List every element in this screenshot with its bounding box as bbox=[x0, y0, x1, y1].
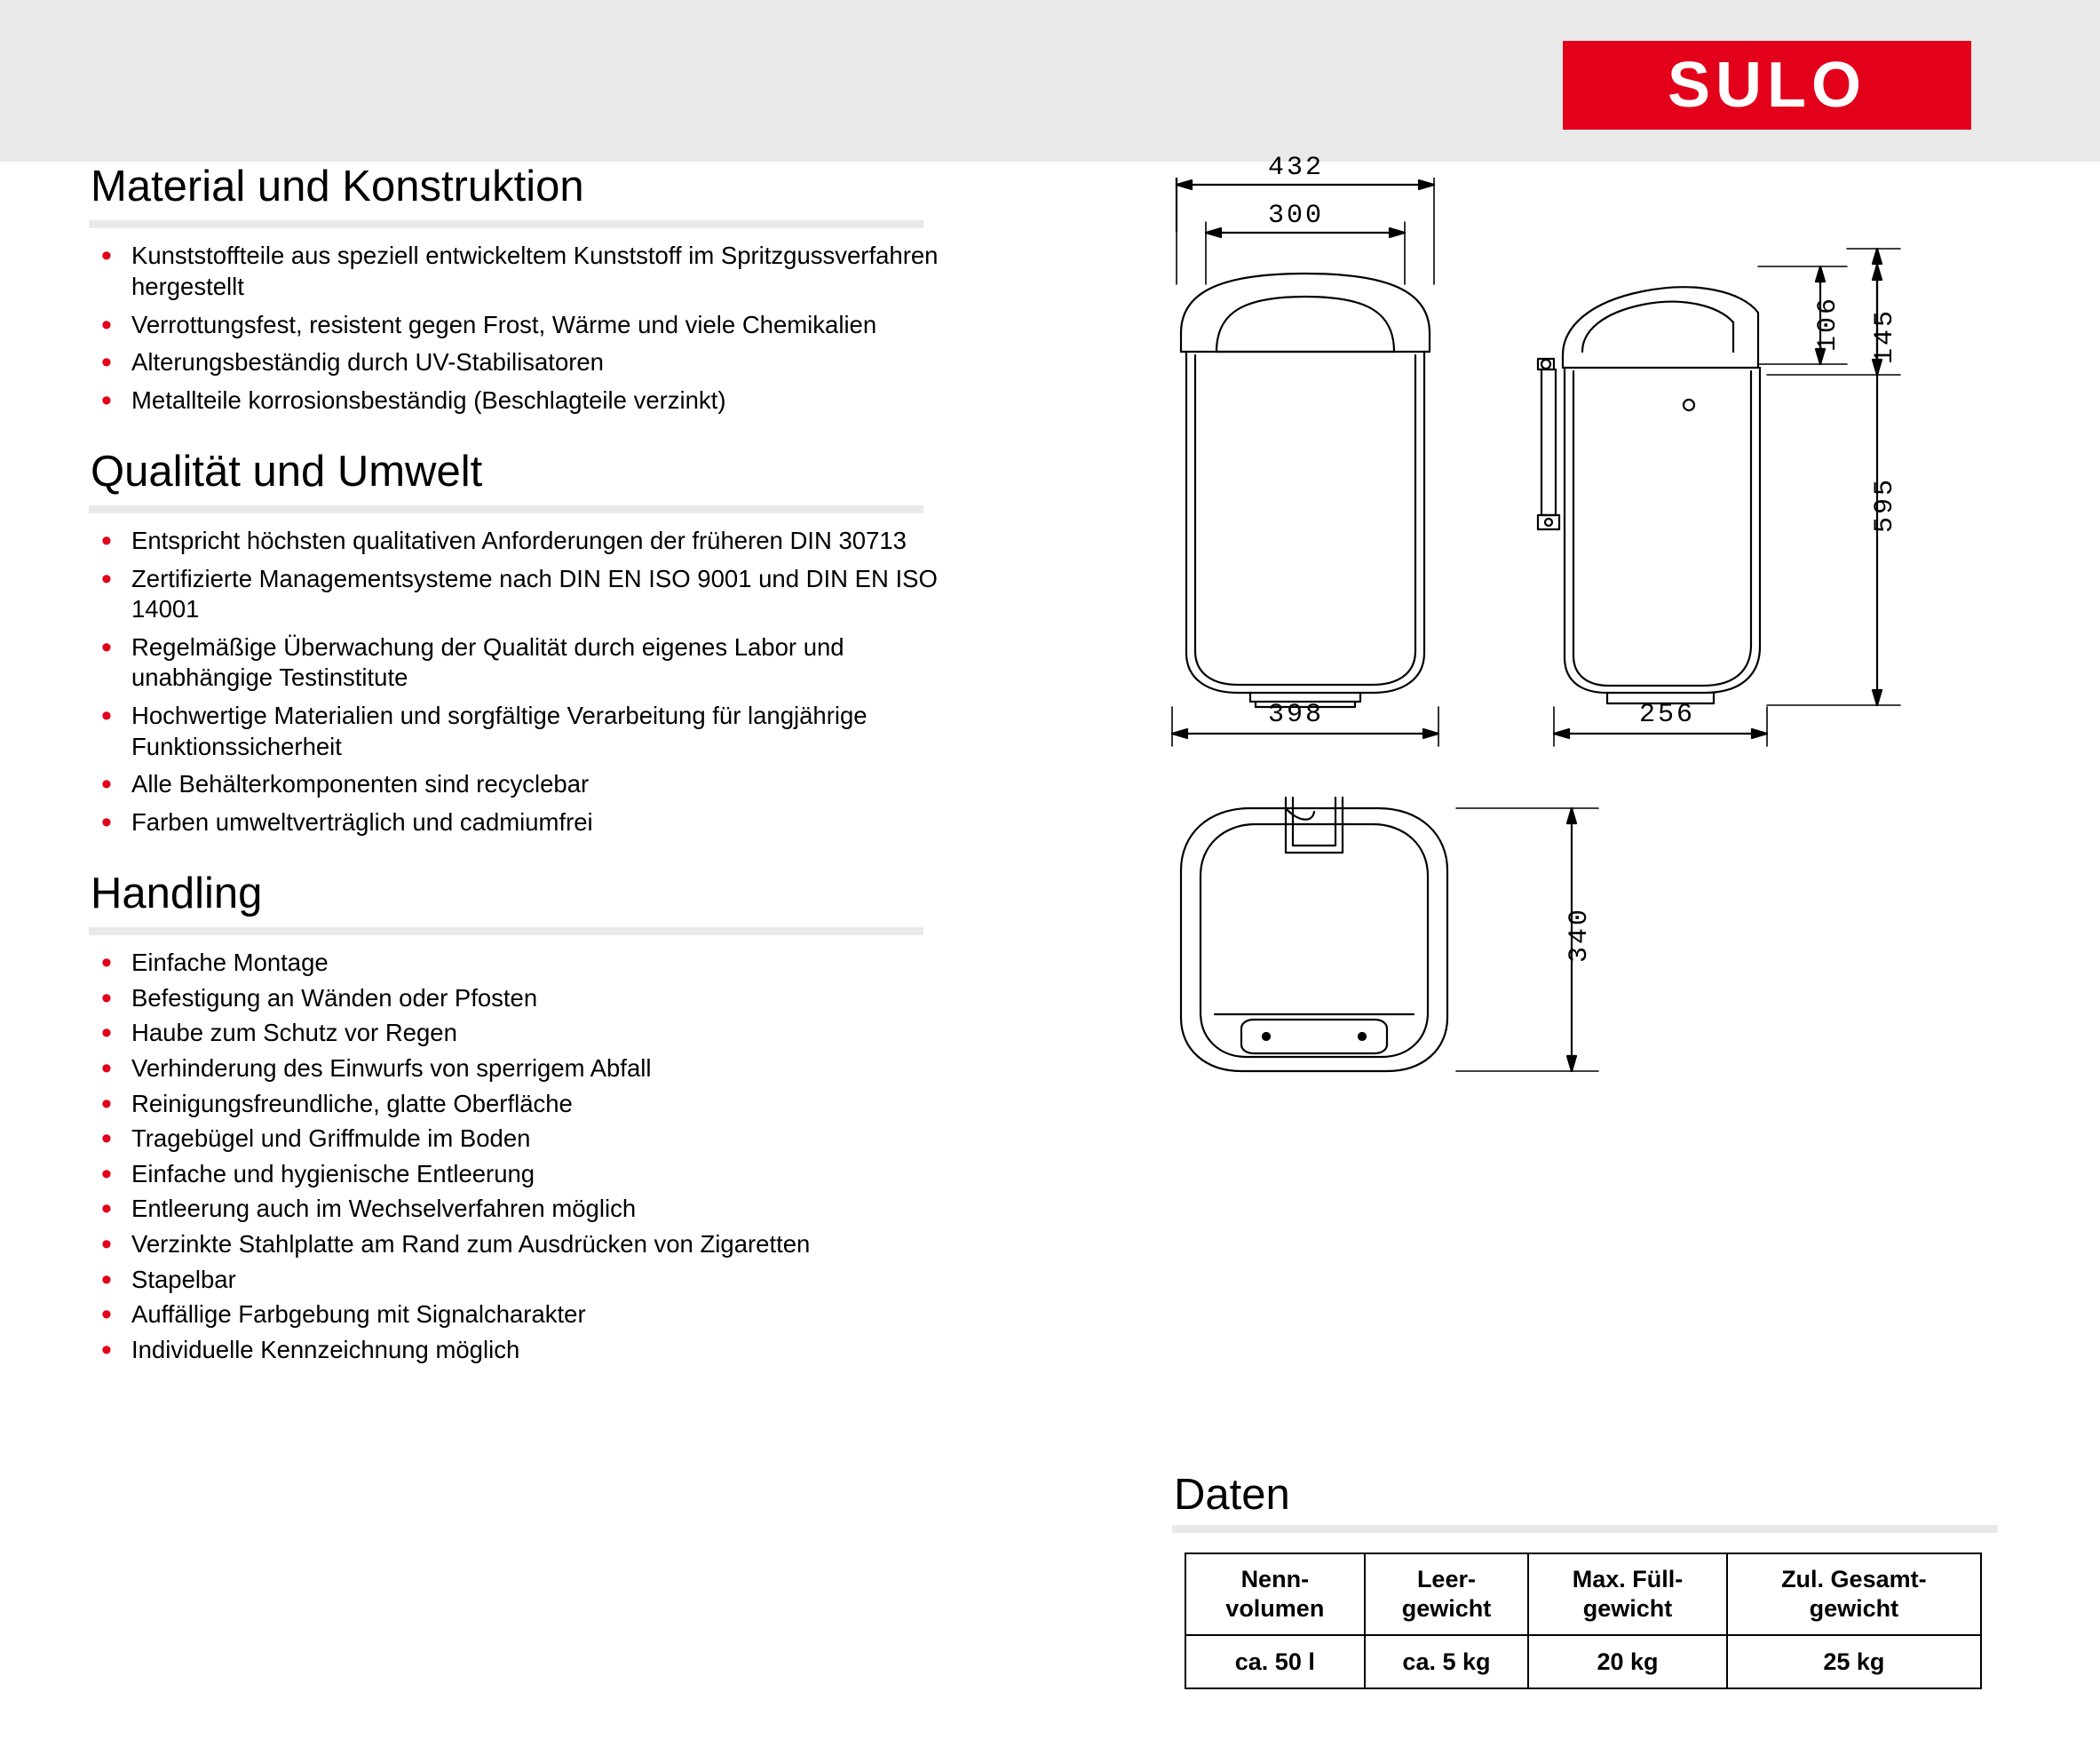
list-item: • Verrottungsfest, resistent gegen Frost, Wärme und viele Chemikalien bbox=[89, 310, 941, 341]
list-item: • Haube zum Schutz vor Regen bbox=[89, 1018, 941, 1049]
dim-side-depth: 256 bbox=[1639, 700, 1696, 730]
header-line-2: volumen bbox=[1225, 1595, 1325, 1622]
list-item: • Alterungsbeständig durch UV-Stabilisatoren bbox=[89, 347, 941, 378]
daten-section bbox=[1172, 1470, 1998, 1689]
dim-front-outer-width: 432 bbox=[1268, 153, 1325, 183]
dim-side-lid-outer-height: 145 bbox=[1870, 307, 1900, 364]
list-item: • Reinigungsfreundliche, glatte Oberfläche bbox=[89, 1089, 941, 1120]
table-cell-nennvolumen: ca. 50 l bbox=[1185, 1635, 1365, 1688]
section-divider bbox=[1172, 1525, 1998, 1533]
section-divider bbox=[89, 220, 923, 228]
section-divider bbox=[89, 927, 923, 935]
header-line-2: gewicht bbox=[1401, 1595, 1492, 1622]
logo-text: SULO bbox=[1667, 50, 1866, 121]
list-item: • Hochwertige Materialien und sorgfältige Verarbeitung für langjährige Funktionssicherheit bbox=[89, 701, 941, 762]
header-line-2: gewicht bbox=[1582, 1595, 1673, 1622]
table-row bbox=[1185, 1635, 1981, 1688]
left-content-column bbox=[89, 160, 941, 1396]
bullet-list-qualitaet bbox=[89, 526, 941, 838]
section-material bbox=[89, 162, 941, 417]
daten-table bbox=[1185, 1552, 1982, 1689]
list-item: • Tragebügel und Griffmulde im Boden bbox=[89, 1124, 941, 1155]
table-header-cell bbox=[1185, 1553, 1365, 1635]
table-cell-max-fuellgewicht: 20 kg bbox=[1528, 1635, 1726, 1688]
list-item: • Entleerung auch im Wechselverfahren möglich bbox=[89, 1194, 941, 1225]
bullet-list-handling bbox=[89, 948, 941, 1366]
table-header-row bbox=[1185, 1553, 1981, 1635]
table-cell-zul-gesamtgewicht: 25 kg bbox=[1727, 1635, 1981, 1688]
dim-side-total-height: 595 bbox=[1870, 476, 1900, 533]
list-item: • Stapelbar bbox=[89, 1265, 941, 1296]
table-header-cell bbox=[1727, 1553, 1981, 1635]
dim-side-lid-inner-height: 106 bbox=[1813, 295, 1843, 352]
table-cell-leergewicht: ca. 5 kg bbox=[1365, 1635, 1529, 1688]
header-line-2: gewicht bbox=[1809, 1595, 1899, 1622]
header-line-1: Max. Füll- bbox=[1572, 1566, 1684, 1593]
list-item: • Einfache und hygienische Entleerung bbox=[89, 1159, 941, 1190]
list-item: • Verzinkte Stahlplatte am Rand zum Ausdrücken von Zigaretten bbox=[89, 1229, 941, 1260]
section-title-material: Material und Konstruktion bbox=[91, 163, 584, 210]
list-item: • Zertifizierte Managementsysteme nach DIN EN ISO 9001 und DIN EN ISO 14001 bbox=[89, 564, 941, 625]
header-line-1: Leer- bbox=[1416, 1566, 1476, 1593]
list-item: • Alle Behälterkomponenten sind recyclebar bbox=[89, 769, 941, 800]
list-item: • Regelmäßige Überwachung der Qualität durch eigenes Labor und unabhängige Testinstitute bbox=[89, 632, 941, 694]
dim-front-inner-width: 300 bbox=[1268, 201, 1325, 231]
dim-top-depth: 340 bbox=[1565, 906, 1595, 963]
list-item: • Verhinderung des Einwurfs von sperrigem Abfall bbox=[89, 1053, 941, 1084]
list-item: • Befestigung an Wänden oder Pfosten bbox=[89, 983, 941, 1014]
header-line-1: Nenn- bbox=[1240, 1566, 1310, 1593]
list-item: • Einfache Montage bbox=[89, 948, 941, 979]
table-header-cell bbox=[1528, 1553, 1726, 1635]
section-divider bbox=[89, 505, 923, 513]
list-item: • Individuelle Kennzeichnung möglich bbox=[89, 1335, 941, 1366]
header-line-1: Zul. Gesamt- bbox=[1781, 1566, 1927, 1593]
bullet-list-material bbox=[89, 241, 941, 416]
list-item: • Kunststoffteile aus speziell entwickeltem Kunststoff im Spritzgussverfahren hergestellt bbox=[89, 241, 941, 302]
dim-front-base-width: 398 bbox=[1268, 700, 1325, 730]
list-item: • Auffällige Farbgebung mit Signalcharakter bbox=[89, 1299, 941, 1330]
list-item: • Metallteile korrosionsbeständig (Beschlagteile verzinkt) bbox=[89, 385, 941, 417]
section-qualitaet bbox=[89, 447, 941, 838]
list-item: • Farben umweltverträglich und cadmiumfrei bbox=[89, 807, 941, 838]
technical-drawings bbox=[1145, 153, 2033, 1510]
daten-title: Daten bbox=[1174, 1471, 1290, 1519]
table-header-cell bbox=[1365, 1553, 1529, 1635]
sulo-logo bbox=[1563, 41, 1971, 130]
list-item: • Entspricht höchsten qualitativen Anforderungen der früheren DIN 30713 bbox=[89, 526, 941, 557]
section-title-handling: Handling bbox=[91, 869, 263, 917]
front-and-side-view-drawing bbox=[1145, 178, 2033, 764]
section-title-qualitaet: Qualität und Umwelt bbox=[91, 447, 483, 496]
section-handling bbox=[89, 869, 941, 1366]
